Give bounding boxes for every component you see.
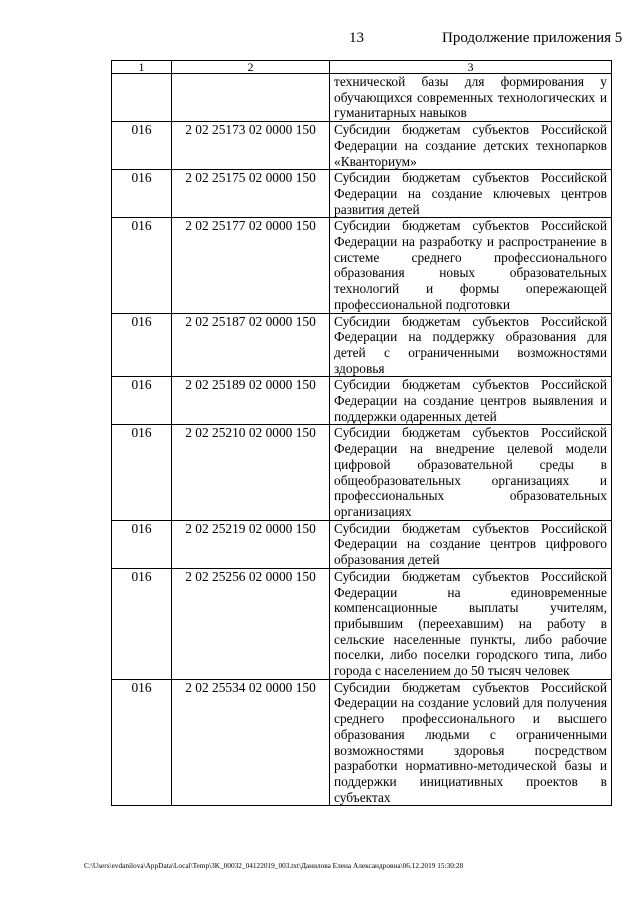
revenue-code-cell: 2 02 25210 02 0000 150: [172, 425, 330, 520]
admin-code-cell: 016: [112, 377, 172, 425]
description-cell: Субсидии бюджетам субъектов Российской Федерации на единовременные компенсационные выплаты учителям, прибывшим (переехавшим) на работу в сельские населенные пункты, либо рабочие поселки, либо поселки городского типа, либо города с населением до 50 тысяч человек: [330, 568, 612, 679]
page-title: Продолжение приложения 5: [442, 30, 623, 46]
table-header-row: [112, 61, 612, 74]
description-cell: Субсидии бюджетам субъектов Российской Федерации на поддержку образования для детей с ограниченными возможностями здоровья: [330, 313, 612, 377]
admin-code-cell: 016: [112, 568, 172, 679]
page-number: 13: [349, 30, 364, 46]
table-row: [112, 568, 612, 679]
admin-code-cell: 016: [112, 520, 172, 568]
document-table: [111, 60, 612, 806]
table-row: [112, 218, 612, 313]
revenue-code-cell: 2 02 25173 02 0000 150: [172, 122, 330, 170]
revenue-code-cell: 2 02 25256 02 0000 150: [172, 568, 330, 679]
table-row: [112, 425, 612, 520]
table-row: [112, 122, 612, 170]
description-cell: Субсидии бюджетам субъектов Российской Федерации на создание условий для получения среднего профессионального и высшего образования людьми с ограниченными возможностями здоровья посредством разработки нормативно-методической базы и поддержки инициативных проектов в субъектах: [330, 679, 612, 806]
table-row: [112, 520, 612, 568]
revenue-code-cell: 2 02 25187 02 0000 150: [172, 313, 330, 377]
table-row: [112, 170, 612, 218]
revenue-code-cell: 2 02 25175 02 0000 150: [172, 170, 330, 218]
admin-code-cell: 016: [112, 679, 172, 806]
admin-code-cell: 016: [112, 170, 172, 218]
description-cell: Субсидии бюджетам субъектов Российской Федерации на внедрение целевой модели цифровой образовательной среды в общеобразовательных организациях и профессиональных образовательных организациях: [330, 425, 612, 520]
admin-code-cell: 016: [112, 313, 172, 377]
description-cell: Субсидии бюджетам субъектов Российской Федерации на создание ключевых центров развития детей: [330, 170, 612, 218]
admin-code-cell: 016: [112, 425, 172, 520]
admin-code-cell: [112, 74, 172, 122]
table-row: [112, 377, 612, 425]
description-cell: Субсидии бюджетам субъектов Российской Федерации на разработку и распространение в системе среднего профессионального образования новых образовательных технологий и формы опережающей профессиональной подготовки: [330, 218, 612, 313]
table-row: [112, 74, 612, 122]
admin-code-cell: 016: [112, 122, 172, 170]
revenue-code-cell: 2 02 25189 02 0000 150: [172, 377, 330, 425]
revenue-code-cell: [172, 74, 330, 122]
description-cell: Субсидии бюджетам субъектов Российской Федерации на создание центров цифрового образования детей: [330, 520, 612, 568]
footer-path: C:\Users\evdanilova\AppData\Local\Temp\3K_00032_04122019_003.txt\Данилова Елена Александровна\06.12.2019 15:30:28: [84, 861, 464, 870]
description-cell: Субсидии бюджетам субъектов Российской Федерации на создание детских технопарков «Кванториум»: [330, 122, 612, 170]
column-header: 2: [172, 61, 330, 74]
description-cell: Субсидии бюджетам субъектов Российской Федерации на создание центров выявления и поддержки одаренных детей: [330, 377, 612, 425]
description-cell: технической базы для формирования у обучающихся современных технологических и гуманитарных навыков: [330, 74, 612, 122]
table-row: [112, 679, 612, 806]
column-header: 1: [112, 61, 172, 74]
revenue-code-cell: 2 02 25219 02 0000 150: [172, 520, 330, 568]
revenue-code-cell: 2 02 25177 02 0000 150: [172, 218, 330, 313]
admin-code-cell: 016: [112, 218, 172, 313]
revenue-code-cell: 2 02 25534 02 0000 150: [172, 679, 330, 806]
column-header: 3: [330, 61, 612, 74]
table-row: [112, 313, 612, 377]
